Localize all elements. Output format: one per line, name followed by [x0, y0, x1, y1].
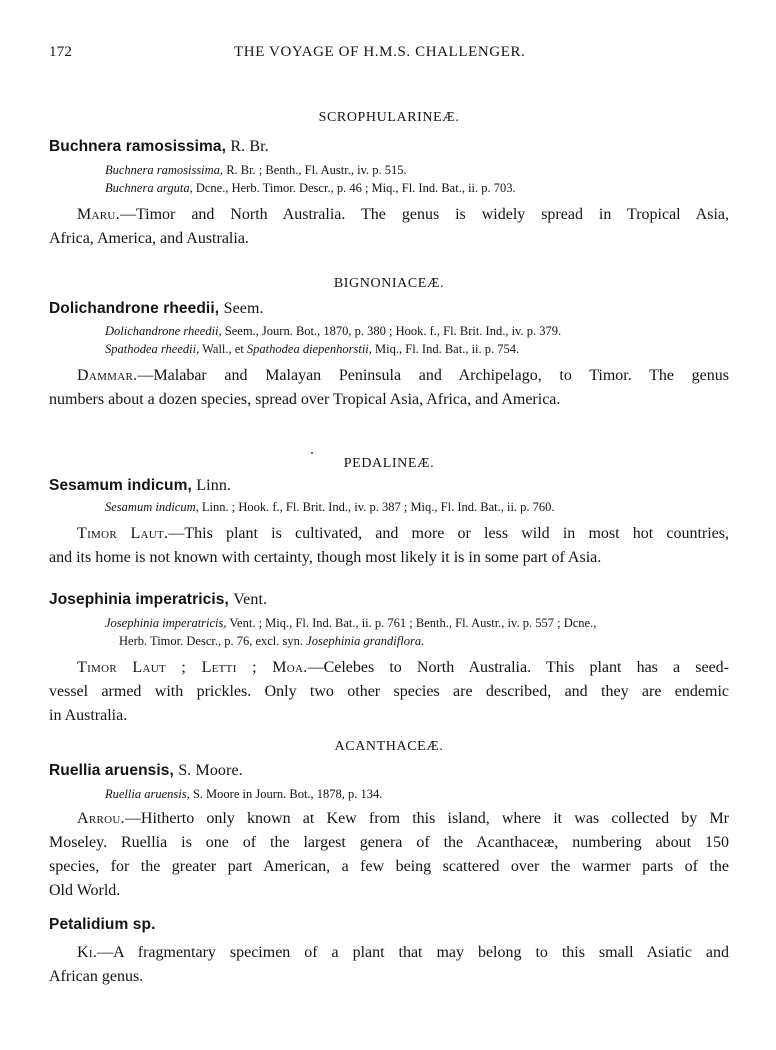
species-binomial: Dolichandrone rheedii, — [49, 300, 220, 317]
species-binomial: Ruellia aruensis, — [49, 762, 174, 779]
species-binomial: Buchnera ramosissima, — [49, 138, 226, 155]
synonym-line — [105, 632, 729, 650]
description-text: —This plant is cultivated, and more or less wild in most hot countries, — [168, 525, 729, 542]
description-sesamum — [49, 522, 729, 570]
species-author: R. Br. — [230, 138, 269, 155]
synonym-citation: Miq., Fl. Ind. Bat., ii. p. 754. — [371, 342, 520, 356]
synonym-italic: Buchnera arguta, — [105, 181, 193, 195]
synonym-citation: R. Br. ; Benth., Fl. Austr., iv. p. 515. — [223, 163, 407, 177]
description-line — [49, 364, 729, 388]
synonym-citation: Seem., Journ. Bot., 1870, p. 380 ; Hook. f., Fl. Brit. Ind., iv. p. 379. — [221, 324, 562, 338]
locality: Timor Laut ; Letti ; Moa. — [77, 659, 308, 676]
running-title: THE VOYAGE OF H.M.S. CHALLENGER. — [234, 44, 526, 60]
synonym-citation: Linn. ; Hook. f., Fl. Brit. Ind., iv. p. 387 ; Miq., Fl. Ind. Bat., ii. p. 760. — [198, 500, 555, 514]
locality: Dammar. — [77, 367, 138, 384]
synonym-line — [105, 322, 729, 340]
book-page — [49, 0, 729, 1050]
synonym-italic: Dolichandrone rheedii, — [105, 324, 222, 338]
description-line: and its home is not known with certainty, though most likely it is in some part of Asia. — [49, 549, 602, 566]
description-line: species, for the greater part American, a few being scattered over the warmer parts of the — [49, 858, 729, 875]
family-heading-pedalineae: PEDALINEÆ. — [343, 456, 435, 471]
synonym-citation: Wall., et — [199, 342, 247, 356]
description-line — [49, 203, 729, 227]
description-text: —A fragmentary specimen of a plant that may belong to this small Asiatic and — [97, 944, 729, 961]
description-line: Africa, America, and Australia. — [49, 230, 249, 247]
description-text: —Celebes to North Australia. This plant has a seed- — [307, 659, 729, 676]
species-binomial: Sesamum indicum, — [49, 477, 192, 494]
species-name-sesamum — [49, 477, 231, 495]
species-author: S. Moore. — [178, 762, 243, 779]
synonym-italic: Sesamum indicum, — [105, 500, 199, 514]
description-ruellia — [49, 807, 729, 903]
description-line: Old World. — [49, 882, 121, 899]
species-name-buchnera — [49, 138, 269, 156]
synonym-italic: Ruellia aruensis, — [105, 787, 190, 801]
synonymy-dolichandrone — [105, 322, 729, 358]
species-name-dolichandrone — [49, 300, 264, 318]
synonym-citation: Herb. Timor. Descr., p. 76, excl. syn. — [119, 634, 307, 648]
locality: Arrou. — [77, 810, 125, 827]
synonym-line — [105, 161, 729, 179]
synonym-line — [105, 785, 729, 803]
synonymy-buchnera — [105, 161, 729, 197]
synonym-citation: Vent. ; Miq., Fl. Ind. Bat., ii. p. 761 ; Benth., Fl. Austr., iv. p. 557 ; Dcne., — [226, 616, 597, 630]
family-heading-acanthaceae: ACANTHACEÆ. — [334, 739, 444, 754]
family-heading-bignoniaceae: BIGNONIACEÆ. — [333, 276, 445, 291]
synonym-line — [105, 614, 729, 632]
description-text: —Hitherto only known at Kew from this island, where it was collected by Mr — [124, 810, 729, 827]
description-text: —Malabar and Malayan Peninsula and Archipelago, to Timor. The genus — [137, 367, 729, 384]
species-author: Vent. — [233, 591, 268, 608]
running-header — [49, 44, 729, 66]
synonym-italic: Spathodea rheedii, — [105, 342, 200, 356]
print-speck — [311, 452, 313, 454]
description-line: vessel armed with prickles. Only two other species are described, and they are endemic — [49, 683, 729, 700]
description-line: in Australia. — [49, 707, 128, 724]
species-author: Seem. — [223, 300, 264, 317]
locality: Timor Laut. — [77, 525, 169, 542]
synonym-italic: Josephinia grandiflora. — [306, 634, 425, 648]
synonym-italic: Buchnera ramosissima, — [105, 163, 224, 177]
description-line: numbers about a dozen species, spread over Tropical Asia, Africa, and America. — [49, 391, 561, 408]
synonym-citation: S. Moore in Journ. Bot., 1878, p. 134. — [189, 787, 383, 801]
synonym-italic: Josephinia imperatricis, — [105, 616, 227, 630]
description-line — [49, 522, 729, 546]
description-line — [49, 941, 729, 965]
synonym-italic: Spathodea diepenhorstii, — [246, 342, 372, 356]
description-text: —Timor and North Australia. The genus is widely spread in Tropical Asia, — [119, 206, 729, 223]
synonym-line — [105, 179, 729, 197]
description-line — [49, 807, 729, 831]
description-josephinia — [49, 656, 729, 728]
description-petalidium — [49, 941, 729, 989]
description-line: Moseley. Ruellia is one of the largest genera of the Acanthaceæ, numbering about 150 — [49, 834, 729, 851]
species-binomial: Josephinia imperatricis, — [49, 591, 229, 608]
synonymy-sesamum — [105, 498, 729, 516]
family-heading-scrophularineae: SCROPHULARINEÆ. — [318, 110, 460, 125]
species-name-josephinia — [49, 591, 267, 609]
description-line: African genus. — [49, 968, 144, 985]
synonym-line — [105, 498, 729, 516]
synonymy-ruellia — [105, 785, 729, 803]
species-name-petalidium — [49, 916, 155, 934]
synonymy-josephinia — [105, 614, 729, 650]
species-name-ruellia — [49, 762, 243, 780]
page-number: 172 — [49, 44, 73, 60]
locality: Maru. — [77, 206, 120, 223]
synonym-line — [105, 340, 729, 358]
description-line — [49, 656, 729, 680]
species-binomial: Petalidium sp. — [49, 916, 156, 933]
description-dolichandrone — [49, 364, 729, 412]
description-buchnera — [49, 203, 729, 251]
locality: Ki. — [77, 944, 98, 961]
synonym-citation: Dcne., Herb. Timor. Descr., p. 46 ; Miq., Fl. Ind. Bat., ii. p. 703. — [192, 181, 516, 195]
species-author: Linn. — [196, 477, 232, 494]
